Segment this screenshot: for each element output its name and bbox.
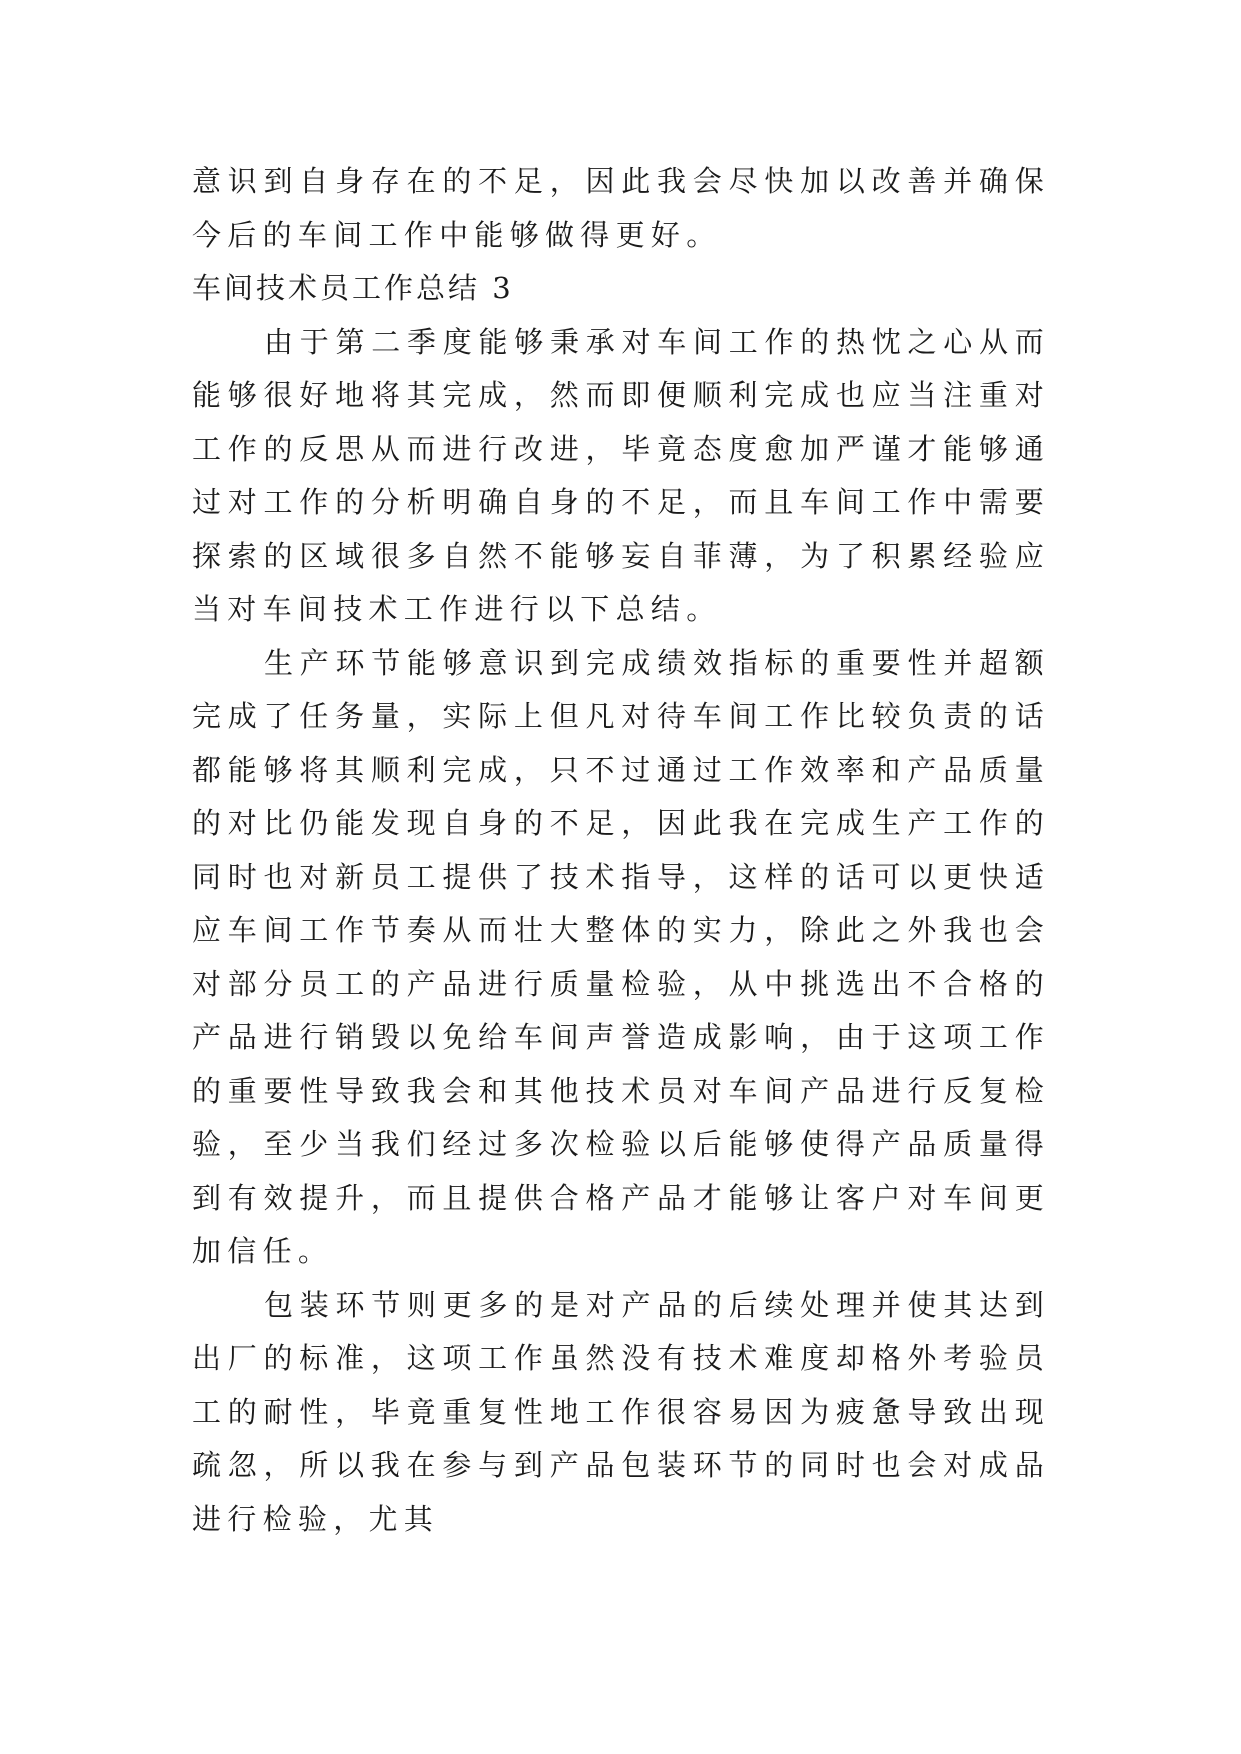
continuation-paragraph: 意识到自身存在的不足，因此我会尽快加以改善并确保今后的车间工作中能够做得更好。 (192, 164, 1050, 252)
paragraph-2: 生产环节能够意识到完成绩效指标的重要性并超额完成了任务量，实际上但凡对待车间工作比较负责的话都能够将其顺利完成，只不过通过工作效率和产品质量的对比仍能发现自身的不足，因此我在完成生产工作的同时也对新员工提供了技术指导，这样的话可以更快适应车间工作节奏从而壮大整体的实力，除此之外我也会对部分员工的产品进行质量检验，从中挑选出不合格的产品进行销毁以免给车间声誉造成影响，由于这项工作的重要性导致我会和其他技术员对车间产品进行反复检验，至少当我们经过多次检验以后能够使得产品质量得到有效提升，而且提供合格产品才能够让客户对车间更加信任。 (192, 645, 1050, 1268)
paragraph-1: 由于第二季度能够秉承对车间工作的热忱之心从而能够很好地将其完成，然而即便顺利完成也应当注重对工作的反思从而进行改进，毕竟态度愈加严谨才能够通过对工作的分析明确自身的不足，而且车间工作中需要探索的区域很多自然不能够妄自菲薄，为了积累经验应当对车间技术工作进行以下总结。 (192, 324, 1050, 626)
section-heading: 车间技术员工作总结 3 (192, 271, 514, 305)
paragraph-3: 包装环节则更多的是对产品的后续处理并使其达到出厂的标准，这项工作虽然没有技术难度却格外考验员工的耐性，毕竟重复性地工作很容易因为疲惫导致出现疏忽，所以我在参与到产品包装环节的同时也会对成品进行检验，尤其 (192, 1287, 1050, 1536)
document-body (192, 155, 1050, 1546)
